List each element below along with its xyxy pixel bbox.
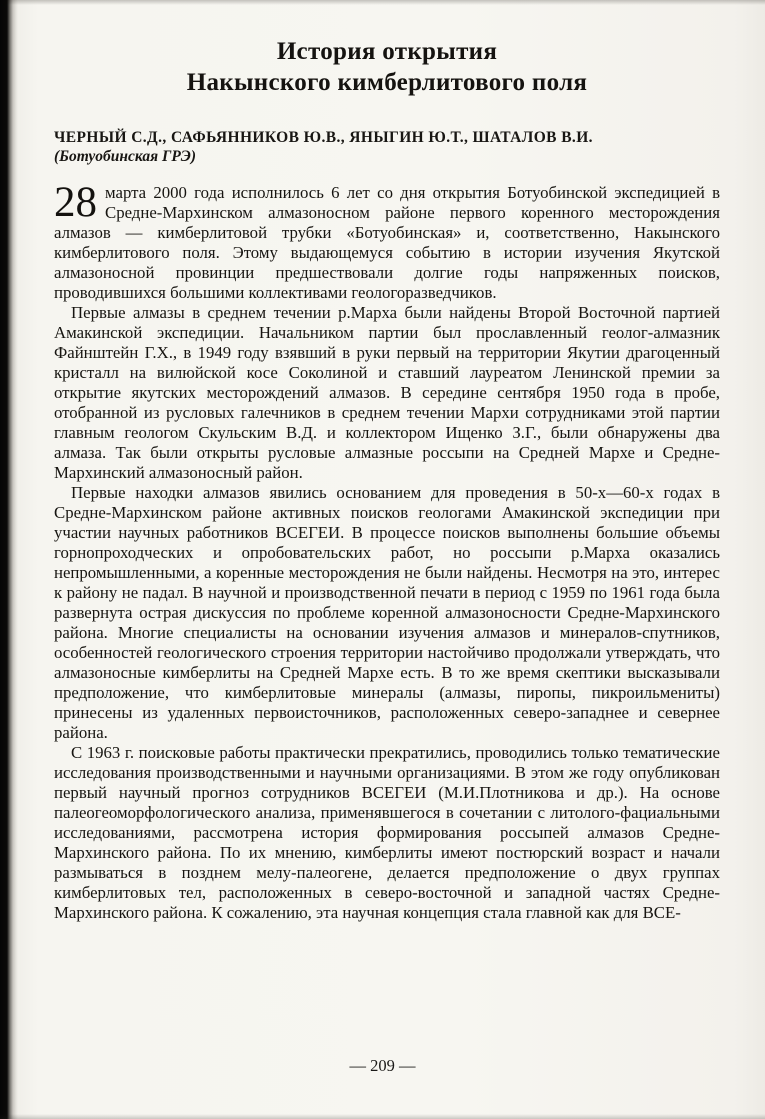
page-number: — 209 — bbox=[349, 1056, 416, 1075]
scan-edge-bottom bbox=[0, 1114, 765, 1119]
page-title bbox=[54, 36, 720, 98]
body-paragraph-2: Первые алмазы в среднем течении р.Марха были найдены Второй Восточной партией Амакинской экспедиции. Начальником партии был прославленный геолог-алмазник Файнштейн Г.Х., в 1949 году взявший в руки первый на территории Якутии драгоценный кристалл на вилюйской косе Соколиной и ставший лауреатом Ленинской премии за открытие якутских месторождений алмазов. В середине сентября 1950 года в пробе, отобранной из русловых галечников в среднем течении Мархи сотрудниками этой партии главным геологом Скульским В.Д. и коллектором Ищенко З.Г., были обнаружены два алмаза. Так были открыты русловые алмазные россыпи на Средней Мархе и Средне-Мархинский алмазоносный район. bbox=[54, 303, 720, 482]
body-paragraph-1 bbox=[54, 179, 720, 303]
body-paragraph-3: Первые находки алмазов явились основанием для проведения в 50-х—60-х годах в Средне-Мархинском районе активных поисков геологами Амакинской экспедиции при участии научных работников ВСЕГЕИ. В процессе поисков выполнены большие объемы горнопроходческих и опробовательских работ, но россыпи р.Марха оказались непромышленными, а коренные месторождения не были найдены. Несмотря на это, интерес к району не падал. В научной и производственной печати в период с 1959 по 1961 года была развернута острая дискуссия по проблеме коренной алмазоносности Средне-Мархинского района. Многие специалисты на основании изучения алмазов и минералов-спутников, особенностей геологического строения территории настойчиво продолжали утверждать, что алмазоносные кимберлиты на Средней Мархе есть. В то же время скептики высказывали предположение, что кимберлитовые минералы (алмазы, пиропы, пикроильмениты) принесены из удаленных первоисточников, расположенных северо-западнее и севернее района. bbox=[54, 483, 720, 742]
authors-line: ЧЕРНЫЙ С.Д., САФЬЯННИКОВ Ю.В., ЯНЫГИН Ю.Т., ШАТАЛОВ В.И. bbox=[54, 129, 593, 146]
paragraph-1-text: марта 2000 года исполнилось 6 лет со дня открытия Ботуобинской экспедицией в Средне-Мархинском алмазоносном районе первого коренного месторождения алмазов — кимберлитовой трубки «Ботуобинская» и, соответственно, Накынского кимберлитового поля. Этому выдающемуся событию в истории изучения Якутской алмазоносной провинции предшествовали долгие годы напряженных поисков, проводившихся большими коллективами геологоразведчиков. bbox=[54, 183, 720, 302]
title-line-1: История открытия bbox=[276, 38, 498, 65]
affiliation: (Ботуобинская ГРЭ) bbox=[54, 148, 197, 165]
byline-block bbox=[54, 129, 720, 166]
title-line-2: Накынского кимберлитового поля bbox=[186, 69, 588, 96]
article-body bbox=[54, 179, 720, 923]
body-paragraph-4: С 1963 г. поисковые работы практически прекратились, проводились только тематические исследования производственными и научными организациями. В этом же году опубликован первый научный прогноз сотрудников ВСЕГЕИ (М.И.Плотникова и др.). На основе палеогеоморфологического анализа, применявшегося в сочетании с литолого-фациальными исследованиями, рассмотрена история формирования россыпей алмазов Средне-Мархинского района. По их мнению, кимберлиты имеют постюрский возраст и начали размываться в позднем мелу-палеогене, делается предположение о двух группах кимберлитовых тел, расположенных в северо-восточной и западной частях Средне-Мархинского района. К сожалению, эта научная концепция стала главной как для ВСЕ- bbox=[54, 743, 720, 922]
drop-cap: 28 bbox=[54, 179, 97, 226]
